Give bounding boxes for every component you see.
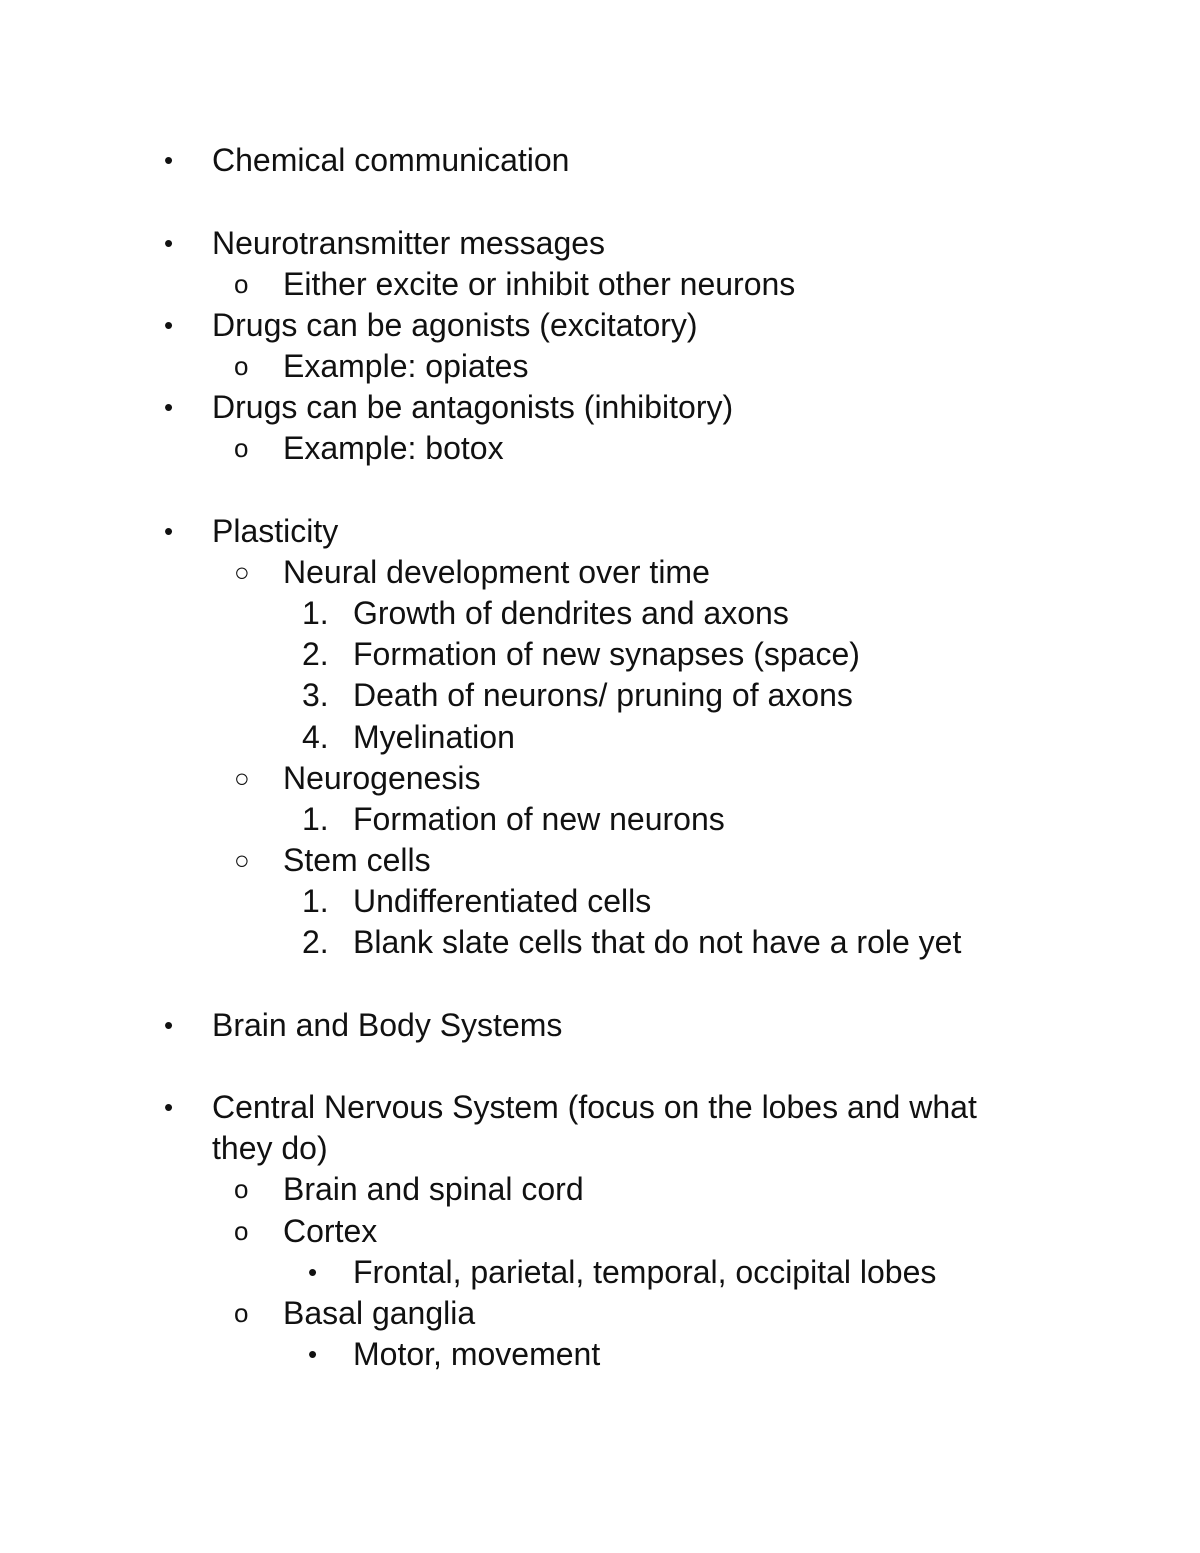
numbered-item-text: Death of neurons/ pruning of axons: [353, 677, 853, 713]
sub-sub-item-text: Frontal, parietal, temporal, occipital lobes: [353, 1254, 937, 1290]
sub-sub-item-text: Motor, movement: [353, 1336, 601, 1372]
numbered-item-blank-slate: [0, 922, 1200, 963]
sub-sub-item-motor: [0, 1334, 1200, 1375]
sub-item-example-botox: [0, 428, 1200, 469]
list-item-text: Drugs can be antagonists (inhibitory): [212, 389, 734, 425]
letter-o-marker: o: [234, 1298, 249, 1328]
sub-item-neural-development: [0, 552, 1200, 593]
list-item-antagonists: [0, 387, 1200, 428]
small-bullet-marker: •: [308, 1339, 318, 1369]
sub-item-text: Example: opiates: [283, 348, 529, 384]
list-item-text: Neurotransmitter messages: [212, 225, 606, 261]
bullet-marker: •: [164, 1010, 174, 1040]
sub-item-text: Neural development over time: [283, 554, 710, 590]
bullet-marker: •: [164, 228, 174, 258]
numbered-item-myelination: [0, 717, 1200, 758]
hollow-circle-marker: ○: [234, 845, 250, 875]
bullet-marker: •: [164, 1092, 174, 1122]
sub-sub-item-lobes: [0, 1252, 1200, 1293]
list-item-cns: [0, 1087, 1200, 1128]
letter-o-marker: o: [234, 1174, 249, 1204]
sub-item-text: Cortex: [283, 1213, 378, 1249]
list-item-neurotransmitter-messages: [0, 223, 1200, 264]
sub-item-basal-ganglia: [0, 1293, 1200, 1334]
list-item-cns-continuation: [0, 1128, 1200, 1169]
list-item-brain-body-systems: [0, 1005, 1200, 1046]
list-item-text: Drugs can be agonists (excitatory): [212, 307, 698, 343]
list-item-text: Plasticity: [212, 513, 339, 549]
sub-item-cortex: [0, 1211, 1200, 1252]
list-item-text: Chemical communication: [212, 142, 570, 178]
bullet-marker: •: [164, 310, 174, 340]
number-marker: 1.: [302, 883, 329, 919]
sub-item-excite-inhibit: [0, 264, 1200, 305]
numbered-item-text: Undifferentiated cells: [353, 883, 652, 919]
letter-o-marker: o: [234, 351, 249, 381]
sub-item-text: Basal ganglia: [283, 1295, 476, 1331]
letter-o-marker: o: [234, 433, 249, 463]
hollow-circle-marker: ○: [234, 557, 250, 587]
number-marker: 2.: [302, 636, 329, 672]
sub-item-stem-cells: [0, 840, 1200, 881]
list-item-text: Brain and Body Systems: [212, 1007, 563, 1043]
list-item-text: Central Nervous System (focus on the lobes and what: [212, 1089, 977, 1125]
number-marker: 1.: [302, 801, 329, 837]
numbered-item-text: Myelination: [353, 719, 515, 755]
sub-item-brain-spinal-cord: [0, 1169, 1200, 1210]
letter-o-marker: o: [234, 1216, 249, 1246]
numbered-item-text: Formation of new neurons: [353, 801, 725, 837]
numbered-item-synapses: [0, 634, 1200, 675]
letter-o-marker: o: [234, 269, 249, 299]
sub-item-neurogenesis: [0, 758, 1200, 799]
sub-item-text: Brain and spinal cord: [283, 1171, 584, 1207]
sub-item-text: Stem cells: [283, 842, 431, 878]
numbered-item-growth: [0, 593, 1200, 634]
bullet-marker: •: [164, 516, 174, 546]
numbered-item-death: [0, 675, 1200, 716]
list-item-agonists: [0, 305, 1200, 346]
numbered-item-text: Growth of dendrites and axons: [353, 595, 789, 631]
number-marker: 2.: [302, 924, 329, 960]
numbered-item-undifferentiated: [0, 881, 1200, 922]
sub-item-text: Either excite or inhibit other neurons: [283, 266, 796, 302]
numbered-item-text: Blank slate cells that do not have a role yet: [353, 924, 962, 960]
number-marker: 3.: [302, 677, 329, 713]
hollow-circle-marker: ○: [234, 763, 250, 793]
bullet-marker: •: [164, 392, 174, 422]
numbered-item-text: Formation of new synapses (space): [353, 636, 860, 672]
list-item-chemical-communication: [0, 140, 1200, 181]
bullet-marker: •: [164, 145, 174, 175]
sub-item-text: Example: botox: [283, 430, 504, 466]
number-marker: 1.: [302, 595, 329, 631]
numbered-item-new-neurons: [0, 799, 1200, 840]
list-item-plasticity: [0, 511, 1200, 552]
sub-item-example-opiates: [0, 346, 1200, 387]
number-marker: 4.: [302, 719, 329, 755]
sub-item-text: Neurogenesis: [283, 760, 481, 796]
small-bullet-marker: •: [308, 1257, 318, 1287]
list-item-text: they do): [212, 1130, 328, 1166]
